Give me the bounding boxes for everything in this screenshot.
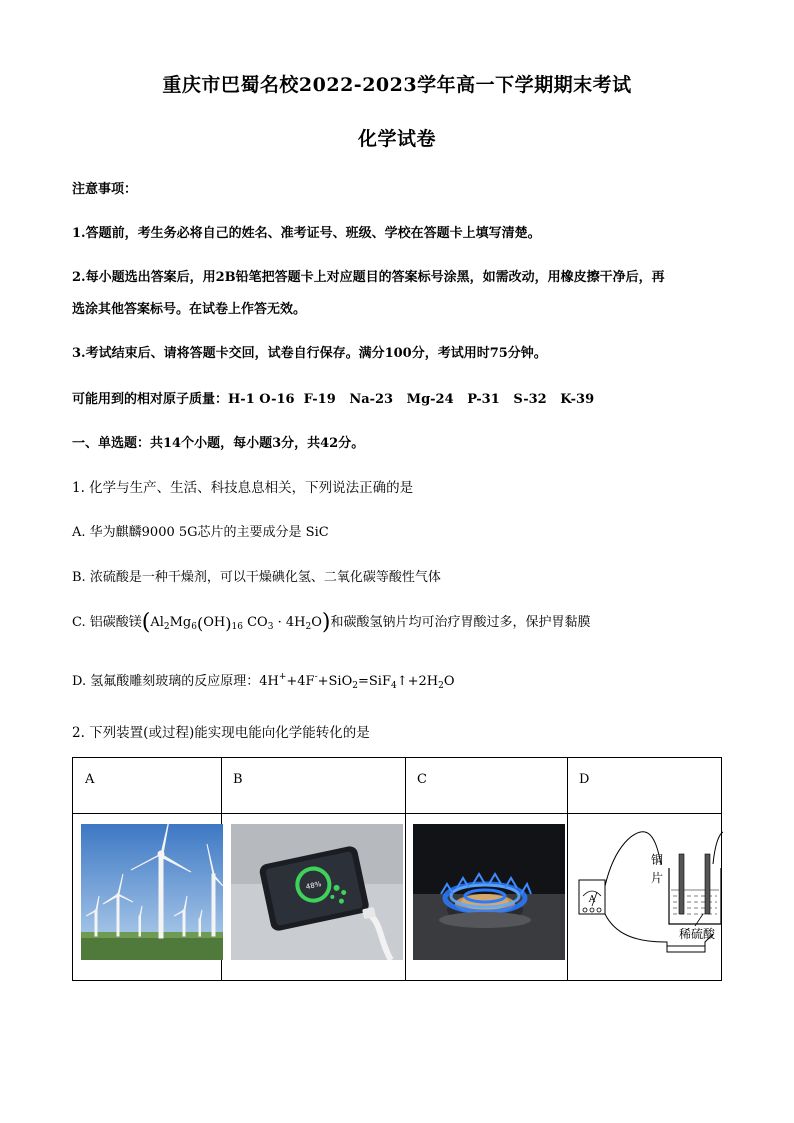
table-header-b: B — [233, 772, 243, 787]
atomic-masses-label: 可能用到的相对原子质量： — [72, 392, 229, 407]
table-header-d: D — [579, 772, 590, 787]
table-header-c: C — [417, 772, 427, 787]
note-item-2-line1: 2.每小题选出答案后，用2B铅笔把答题卡上对应题目的答案标号涂黑，如需改动，用橡皮擦干净后，再 — [72, 270, 665, 285]
question-1-option-c: C. 铝碳酸镁($Al_2Mg_6(OH)_{16}$ $CO_3 \cdot 4H_2O$)和碳酸氢钠片均可治疗胃酸过多，保护胃黏膜 — [72, 610, 591, 635]
page-subtitle: 化学试卷 — [357, 128, 436, 150]
formula-al-mg: $Al_2Mg_6$ — [150, 615, 197, 632]
copper-label-2: 片 — [651, 871, 664, 885]
section-heading: 一、单选题：共14个小题，每小题3分，共42分。 — [72, 436, 365, 451]
note-item-1: 1.答题前，考生务必将自己的姓名、准考证号、班级、学校在答题卡上填写清楚。 — [72, 226, 541, 241]
question-2-stem: 2. 下列装置(或过程)能实现电能向化学能转化的是 — [72, 725, 370, 741]
question-1-option-a: A. 华为麒麟9000 5G芯片的主要成分是 SiC — [72, 525, 329, 540]
phone-charging-photo — [231, 824, 403, 960]
page-title: 重庆市巴蜀名校2022-2023学年高一下学期期末考试 — [162, 74, 632, 96]
atomic-masses — [72, 388, 594, 407]
question-1-stem: 1. 化学与生产、生活、科技息息相关，下列说法正确的是 — [72, 480, 414, 496]
option-c-prefix: C. 铝碳酸镁 — [72, 615, 142, 630]
notes-heading: 注意事项： — [72, 182, 138, 197]
atomic-masses-values: H-1 O-16 F-19 Na-23 Mg-24 P-31 S-32 K-39 — [228, 392, 595, 407]
ammeter-label: A — [588, 895, 596, 905]
note-item-2-line2: 选涂其他答案标号。在试卷上作答无效。 — [72, 302, 307, 317]
copper-label-1: 铜 — [651, 853, 664, 867]
note-item-3: 3.考试结束后、请将答题卡交回，试卷自行保存。满分100分，考试用时75分钟。 — [72, 346, 547, 361]
option-c-suffix: 和碳酸氢钠片均可治疗胃酸过多，保护胃黏膜 — [330, 615, 591, 630]
table-header-a: A — [85, 772, 95, 787]
wind-turbine-photo — [81, 824, 223, 960]
reaction-equation: $4H^++4F^-+SiO_2=SiF_4↑+2H_2O$ — [259, 672, 455, 691]
question-1-option-d — [72, 670, 455, 691]
acid-label: 稀硫酸 — [679, 927, 716, 941]
electrolysis-cell-diagram — [575, 824, 723, 960]
gas-stove-flame-photo — [413, 824, 565, 960]
svg-text:48%: 48% — [305, 880, 323, 892]
question-1-option-b: B. 浓硫酸是一种干燥剂，可以干燥碘化氢、二氧化碳等酸性气体 — [72, 570, 441, 585]
options-table — [72, 757, 722, 981]
option-d-prefix: D. 氢氟酸雕刻玻璃的反应原理： — [72, 674, 260, 689]
